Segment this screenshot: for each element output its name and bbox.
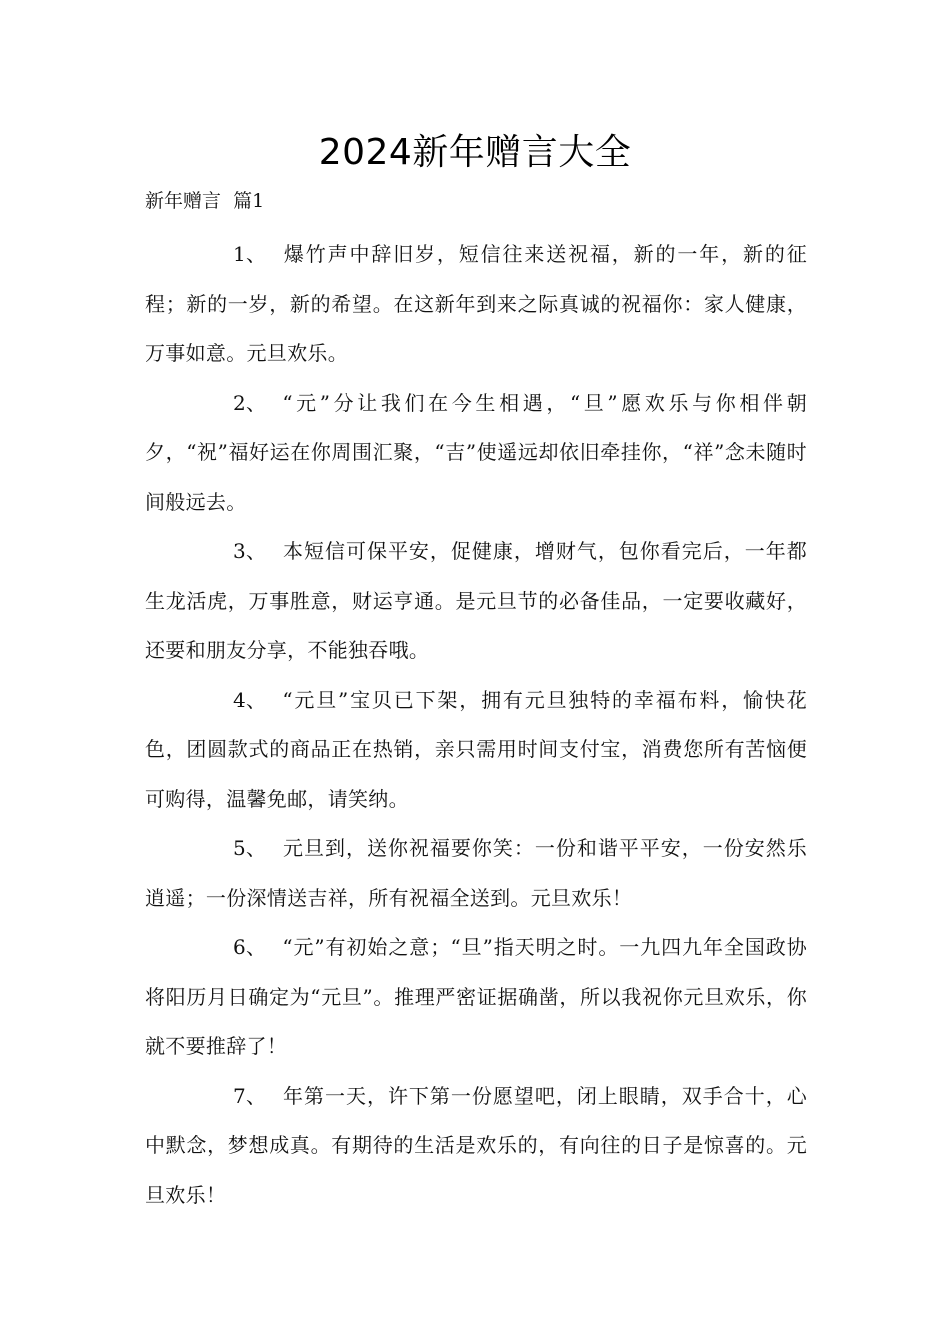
item-number: 3、 xyxy=(233,539,267,563)
item-text: 本短信可保平安，促健康，增财气，包你看完后，一年都生龙活虎，万事胜意，财运亨通。是元旦节的必备佳品，一定要收藏好，还要和朋友分享，不能独吞哦。 xyxy=(145,539,807,662)
item-number: 6、 xyxy=(233,935,267,959)
item-text: “元”有初始之意；“旦”指天明之时。一九四九年全国政协将阳历月日确定为“元旦”。推理严密证据确凿，所以我祝你元旦欢乐，你就不要推辞了！ xyxy=(145,935,807,1058)
section-heading: 新年赠言 篇1 xyxy=(145,190,265,212)
list-item xyxy=(145,379,807,528)
list-item xyxy=(145,676,807,825)
list-item xyxy=(145,923,807,1072)
document-body xyxy=(145,230,807,1220)
item-number: 7、 xyxy=(233,1083,267,1108)
item-text: 元旦到，送你祝福要你笑：一份和谐平平安，一份安然乐逍遥；一份深情送吉祥，所有祝福全送到。元旦欢乐！ xyxy=(145,836,807,910)
item-text: 年第一天，许下第一份愿望吧，闭上眼睛，双手合十，心中默念，梦想成真。有期待的生活是欢乐的，有向往的日子是惊喜的。元旦欢乐！ xyxy=(145,1083,807,1207)
list-item xyxy=(145,824,807,923)
list-item xyxy=(145,527,807,676)
document-title: 2024新年赠言大全 xyxy=(318,132,632,173)
item-number: 2、 xyxy=(233,390,267,415)
item-text: “元”分让我们在今生相遇，“旦”愿欢乐与你相伴朝夕，“祝”福好运在你周围汇聚，“吉”使遥远却依旧牵挂你，“祥”念未随时间般远去。 xyxy=(145,390,807,514)
item-text: “元旦”宝贝已下架，拥有元旦独特的幸福布料，愉快花色，团圆款式的商品正在热销，亲只需用时间支付宝，消费您所有苦恼便可购得，温馨免邮，请笑纳。 xyxy=(145,687,807,811)
item-number: 1、 xyxy=(233,242,267,266)
list-item xyxy=(145,230,807,379)
item-number: 5、 xyxy=(233,836,267,860)
item-number: 4、 xyxy=(233,687,267,712)
item-text: 爆竹声中辞旧岁，短信往来送祝福，新的一年，新的征程；新的一岁，新的希望。在这新年到来之际真诚的祝福你：家人健康，万事如意。元旦欢乐。 xyxy=(145,242,807,365)
list-item xyxy=(145,1072,807,1221)
